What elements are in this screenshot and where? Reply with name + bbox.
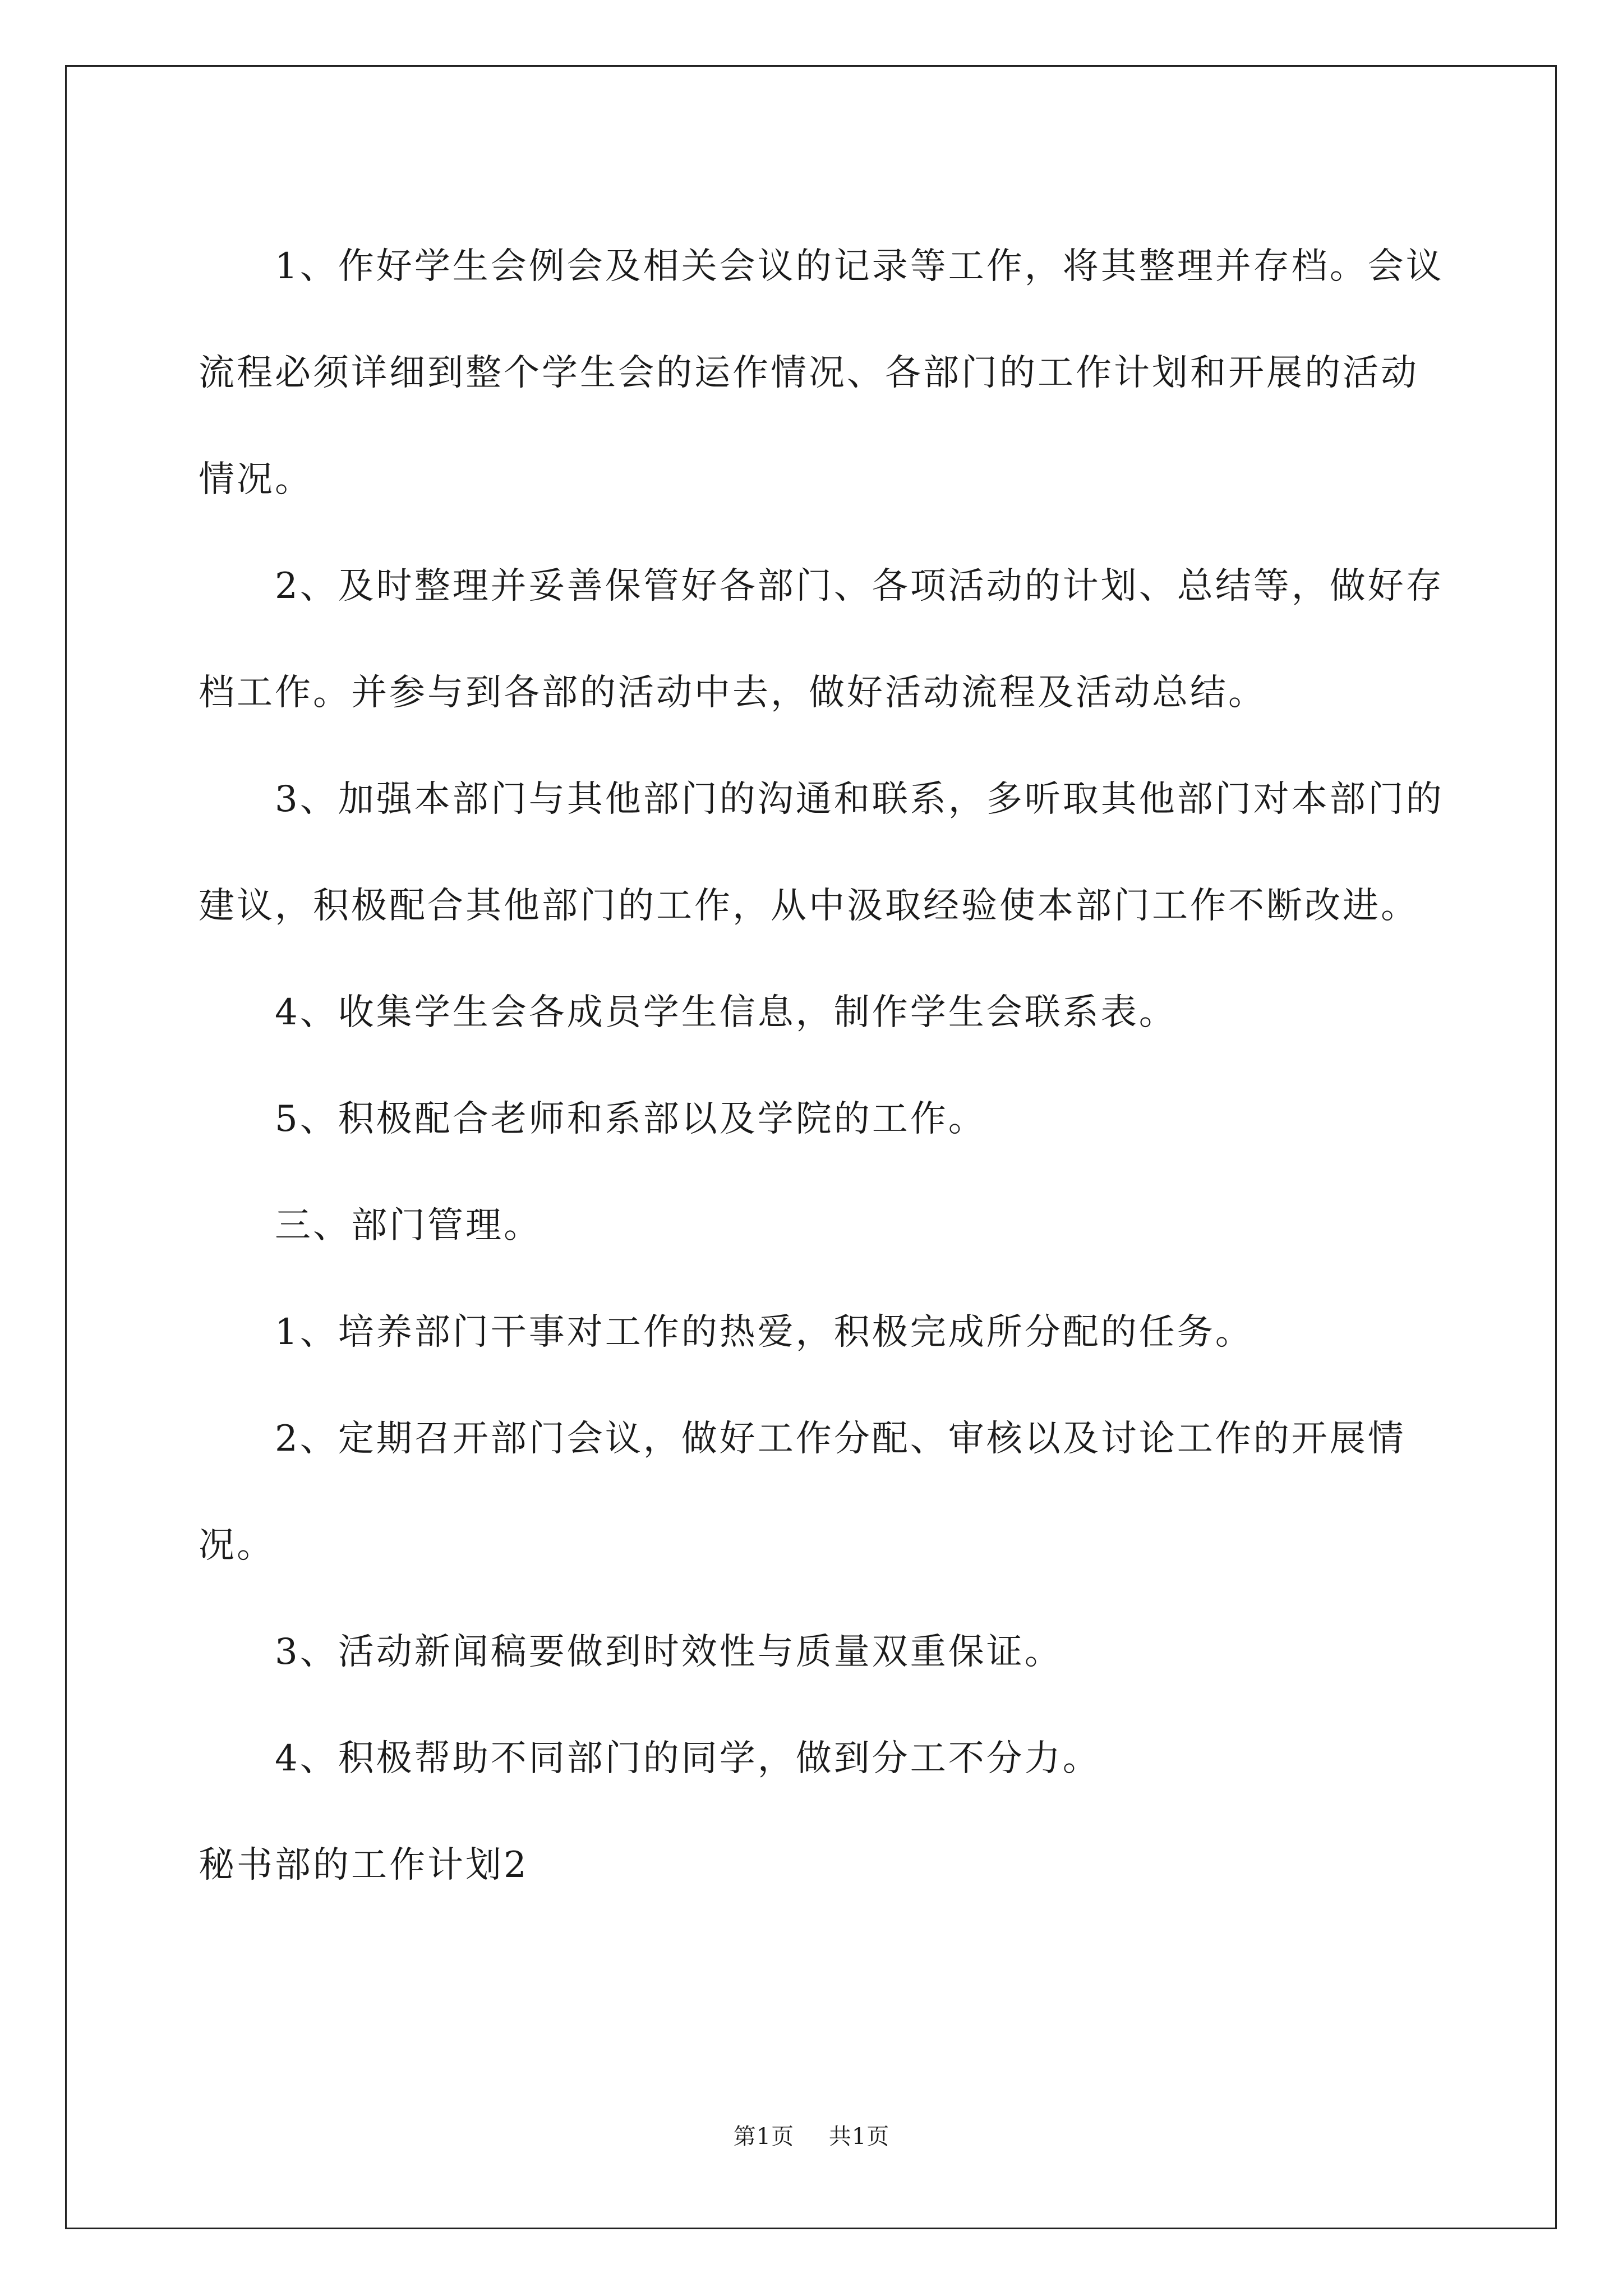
paragraph-9: 4、积极帮助不同部门的同学，做到分工不分力。 (275, 1738, 1101, 1779)
paragraph-4: 4、收集学生会各成员学生信息，制作学生会联系表。 (275, 992, 1177, 1033)
paragraph-1: 1、作好学生会例会及相关会议的记录等工作，将其整理并存档。会议流程必须详细到整个学生会的运作情况、各部门的工作计划和开展的活动情况。 (199, 246, 1444, 500)
document-subtitle: 秘书部的工作计划2 (199, 1844, 529, 1886)
document-body (199, 213, 1455, 1918)
paragraph-6: 1、培养部门干事对工作的热爱，积极完成所分配的任务。 (275, 1312, 1253, 1353)
page-total: 共1页 (828, 2124, 890, 2150)
paragraph-8: 3、活动新闻稿要做到时效性与质量双重保证。 (275, 1631, 1063, 1673)
paragraph-7: 2、定期召开部门会议，做好工作分配、审核以及讨论工作的开展情况。 (199, 1418, 1406, 1566)
page-footer (0, 2123, 1623, 2150)
paragraph-5: 5、积极配合老师和系部以及学院的工作。 (275, 1098, 986, 1140)
paragraph-2: 2、及时整理并妥善保管好各部门、各项活动的计划、总结等，做好存档工作。并参与到各部的活动中去，做好活动流程及活动总结。 (199, 565, 1444, 714)
page-number: 第1页 (733, 2124, 795, 2150)
paragraph-3: 3、加强本部门与其他部门的沟通和联系，多听取其他部门对本部门的建议，积极配合其他部门的工作，从中汲取经验使本部门工作不断改进。 (199, 779, 1444, 927)
section-heading: 三、部门管理。 (275, 1205, 542, 1246)
